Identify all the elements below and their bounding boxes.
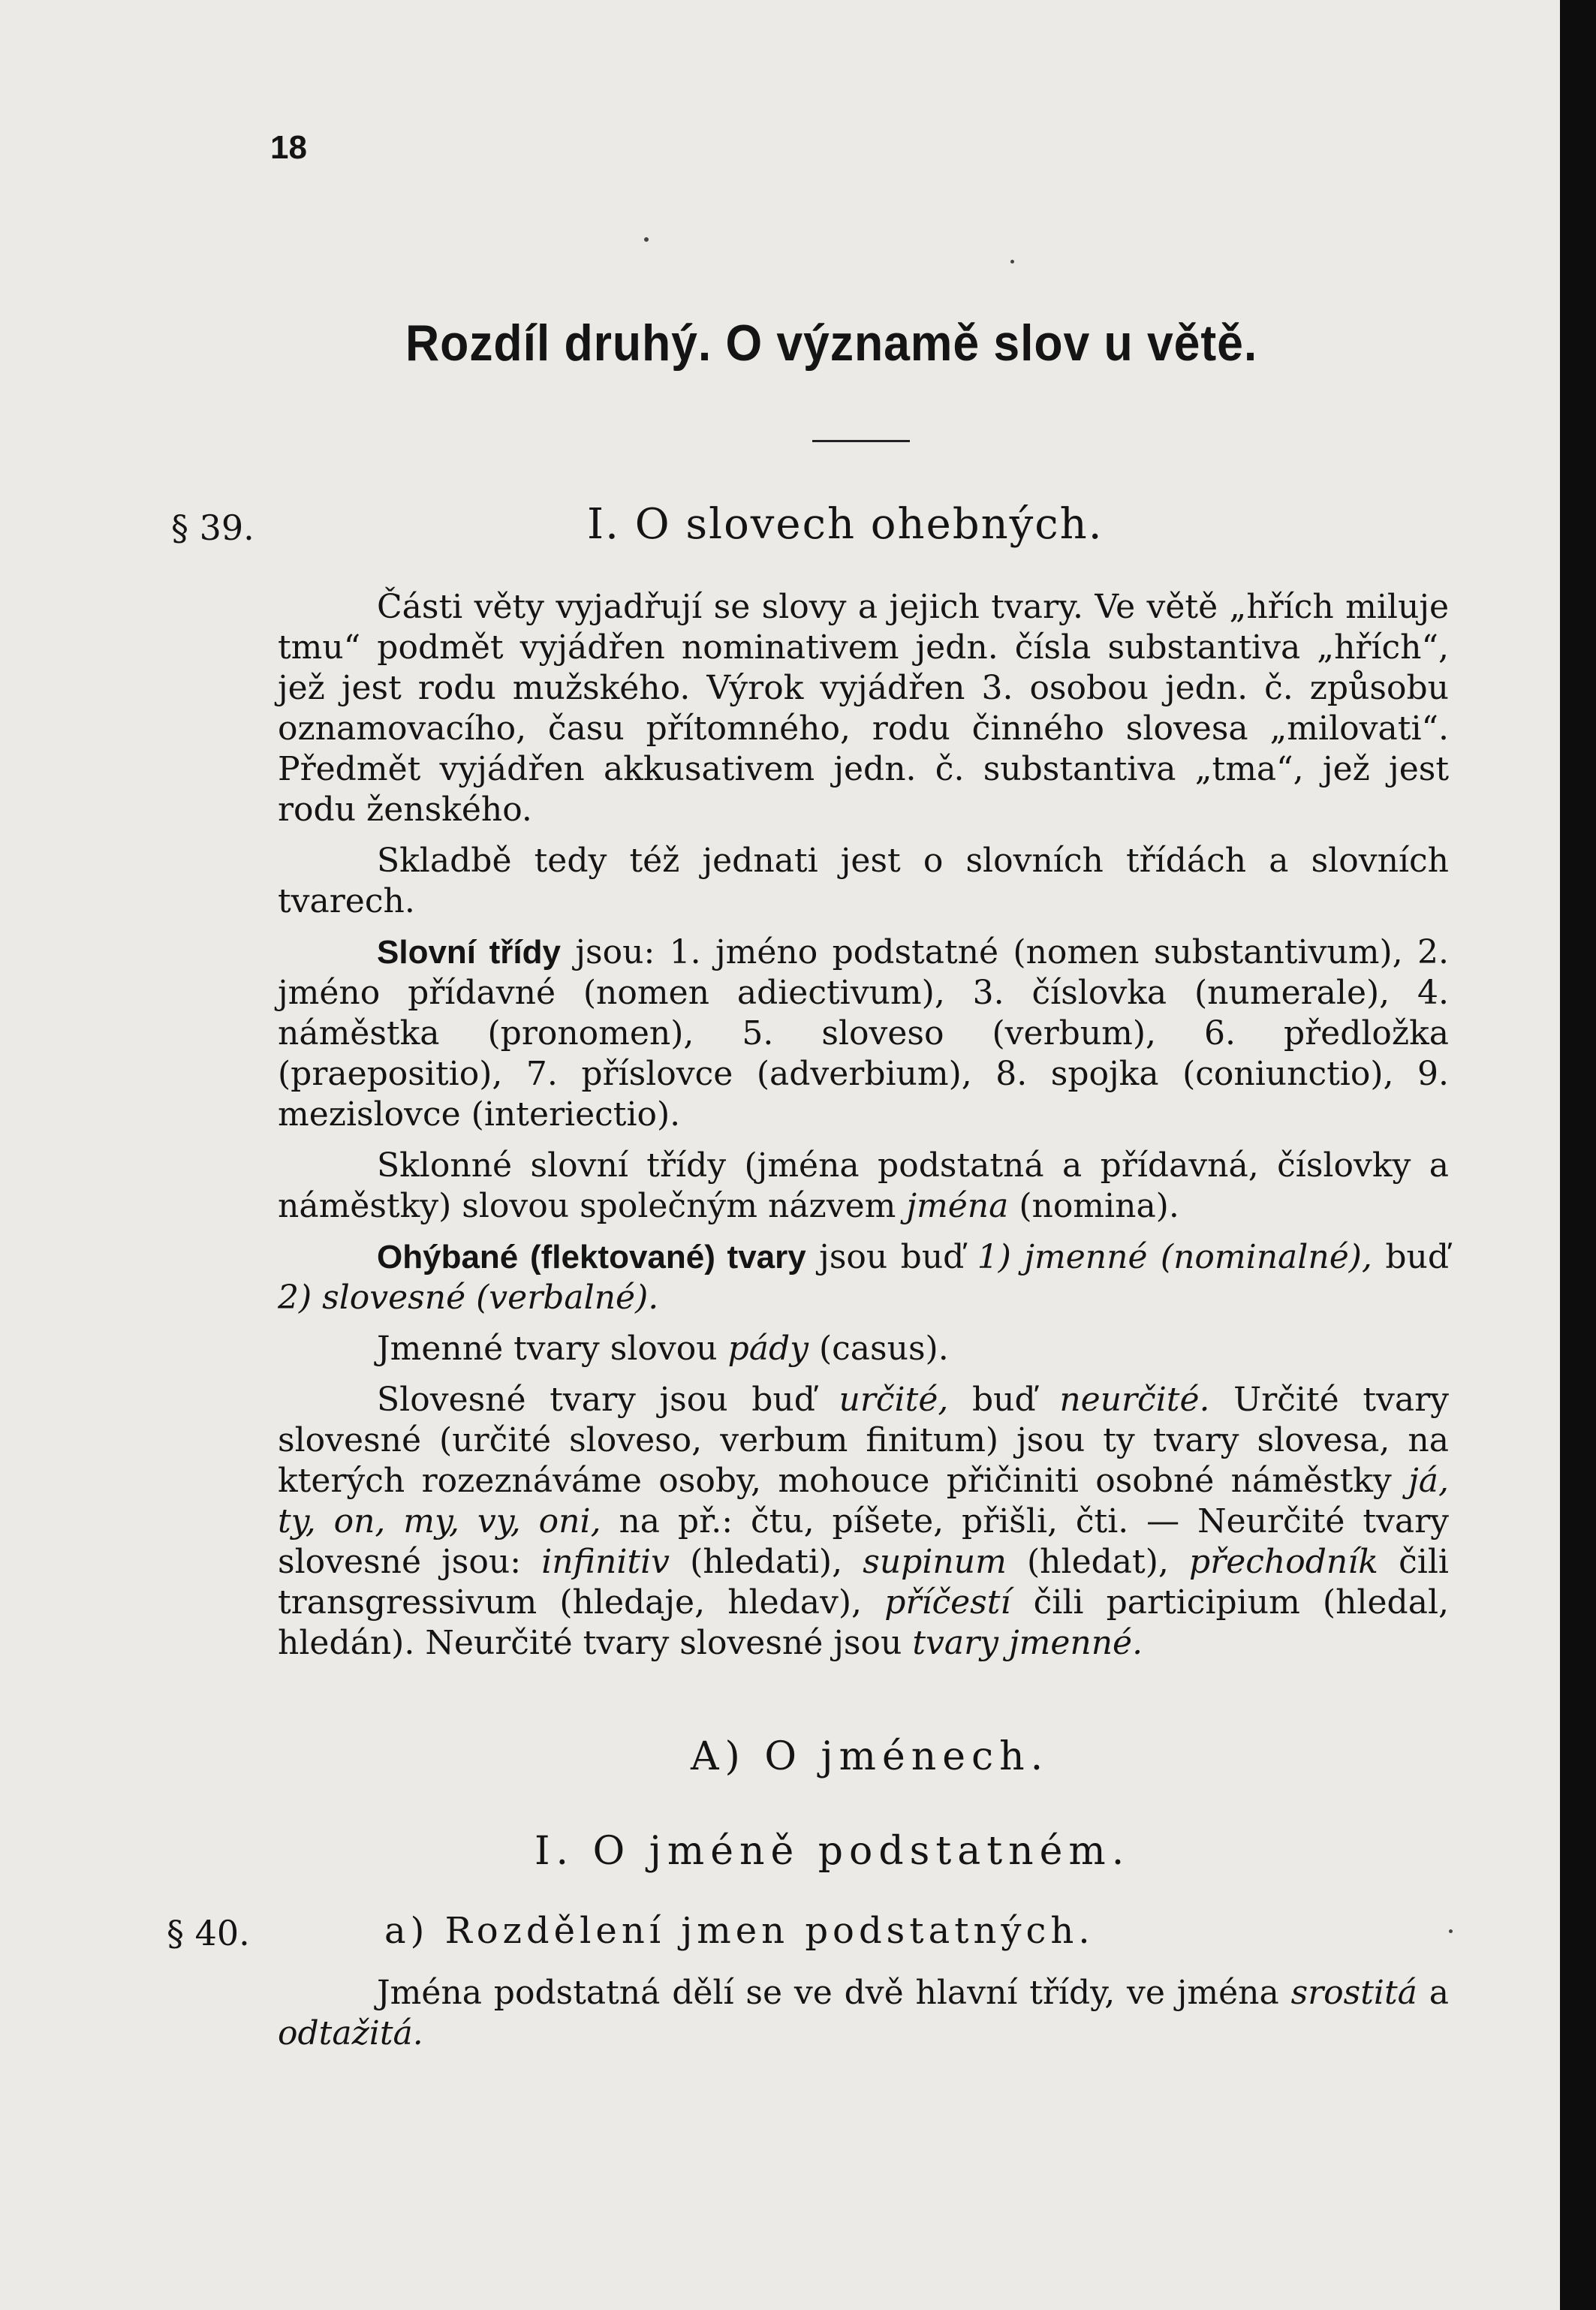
section-39-body [278,587,1449,1674]
paragraph: Ohýbané (flektované) tvary jsou buď 1) jmenné (nominalné), buď 2) slovesné (verbalné). [278,1238,1449,1317]
section-40-body [278,1973,1449,2065]
section-39-heading: I. O slovech ohebných. [587,500,1104,549]
title-divider [812,440,910,442]
print-speck [644,237,649,242]
paragraph: Části věty vyjadřují se slovy a jejich tvary. Ve větě „hřích miluje tmu“ podmět vyjádřen nominativem jedn. čísla substantiva „hřích“, jež jest rodu mužského. Výrok vyjádřen 3. osobou jedn. č. způsobu oznamovacího, času přítomného, rodu činného slovesa „milovati“. Předmět vyjádřen akkusativem jedn. č. substantiva „tma“, jež jest rodu ženského. [278,588,1449,829]
paragraph: Skladbě tedy též jednati jest o slovních třídách a slovních tvarech. [278,842,1449,920]
paragraph: Slovesné tvary jsou buď určité, buď neurčité. Určité tvary slovesné (určité sloveso, verbum finitum) jsou ty tvary slovesa, na kterých rozeznáváme osoby, mohouce přičiniti osobné náměstky já, ty, on, my, vy, oni, na př.: čtu, píšete, přišli, čti. — Neurčité tvary slovesné jsou: infinitiv (hledati), supinum (hledat), přechodník čili transgressivum (hledaje, hledav), příčestí čili participium (hledal, hledán). Neurčité tvary slovesné jsou tvary jmenné. [278,1381,1449,1662]
paragraph: Jmenné tvary slovou pády (casus). [377,1330,949,1368]
section-39-mark: § 39. [171,507,254,548]
scan-edge [1560,0,1596,2310]
paragraph: Slovní třídy jsou: 1. jméno podstatné (nomen substantivum), 2. jméno přídavné (nomen adiectivum), 3. číslovka (numerale), 4. náměstka (pronomen), 5. sloveso (verbum), 6. předložka (praepositio), 7. příslovce (adverbium), 8. spojka (coniunctio), 9. mezislovce (interiectio). [278,933,1449,1134]
noun-heading: I. O jméně podstatném. [535,1829,1131,1874]
part-a-heading: A) O jménech. [691,1734,1049,1779]
section-40-mark: § 40. [167,1913,250,1953]
page-number: 18 [270,129,307,166]
print-speck [1449,1929,1453,1933]
section-40-subheading: a) Rozdělení jmen podstatných. [384,1910,1095,1952]
paragraph: Jména podstatná dělí se ve dvě hlavní třídy, ve jména srostitá a odtažitá. [278,1974,1449,2052]
print-speck [1010,260,1014,264]
chapter-title: Rozdíl druhý. O významě slov u větě. [405,315,1258,372]
paragraph: Sklonné slovní třídy (jména podstatná a přídavná, číslovky a náměstky) slovou společným názvem jména (nomina). [278,1146,1449,1225]
